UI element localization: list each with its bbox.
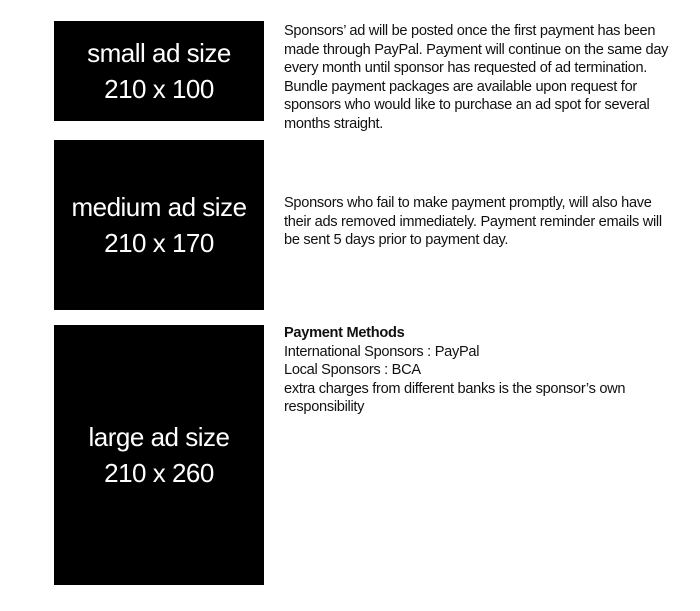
small-ad-size-box (54, 21, 264, 121)
large-ad-size-dimensions: 210 x 260 (104, 458, 214, 488)
payment-methods-section (284, 324, 676, 417)
bank-charges-note: extra charges from different banks is the sponsor’s own responsibility (284, 380, 626, 415)
small-ad-size-label: small ad size (87, 38, 231, 68)
large-ad-size-box (54, 325, 264, 585)
medium-ad-size-dimensions: 210 x 170 (104, 228, 214, 258)
payment-methods-heading: Payment Methods (284, 325, 405, 341)
ad-posting-paragraph: Sponsors’ ad will be posted once the first payment has been made through PayPal. Payment will continue on the same day every month until sponsor has requested of ad termination. Bundle payment packages are available upon request for sponsors who would like to purchase an ad spot for several months straight. (284, 23, 669, 132)
medium-ad-size-box (54, 140, 264, 310)
local-sponsors-method: Local Sponsors : BCA (284, 362, 421, 378)
international-sponsors-method: International Sponsors : PayPal (284, 343, 480, 360)
small-ad-size-dimensions: 210 x 100 (104, 74, 214, 104)
medium-ad-size-label: medium ad size (71, 192, 247, 222)
large-ad-size-label: large ad size (88, 422, 230, 452)
late-payment-paragraph: Sponsors who fail to make payment promptly, will also have their ads removed immediately. Payment reminder emails will be sent 5 days prior to payment day. (284, 195, 662, 248)
